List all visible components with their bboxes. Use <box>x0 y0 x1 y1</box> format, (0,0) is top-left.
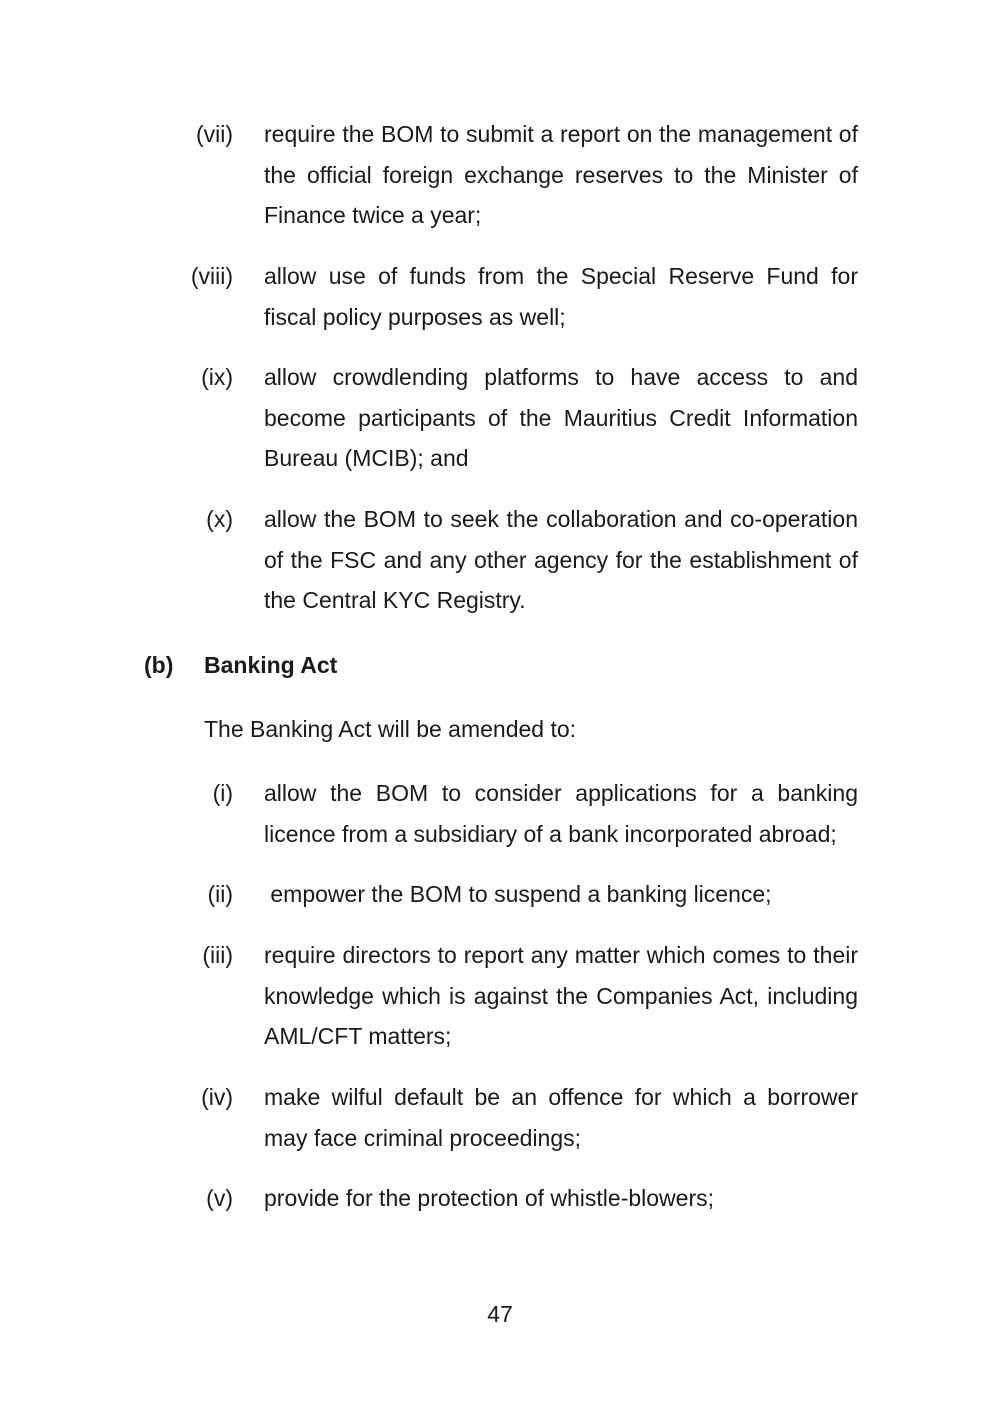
item-text: provide for the protection of whistle-blowers; <box>264 1185 714 1211</box>
item-number: (v) <box>206 1185 233 1211</box>
section-intro: The Banking Act will be amended to: <box>204 716 577 742</box>
item-number: (ii) <box>207 881 233 907</box>
item-number: (iv) <box>201 1084 233 1110</box>
item-text: allow crowdlending platforms to have access to and become participants of the Mauritius Credit Information Bureau (MCIB); and <box>264 364 858 471</box>
item-text: allow the BOM to consider applications for a banking licence from a subsidiary of a bank incorporated abroad; <box>264 780 858 847</box>
item-text: make wilful default be an offence for which a borrower may face criminal proceedings; <box>264 1084 858 1151</box>
item-number: (iii) <box>202 942 233 968</box>
page-number: 47 <box>487 1301 513 1327</box>
item-number: (viii) <box>190 263 233 289</box>
item-number: (i) <box>212 780 233 806</box>
item-text: allow use of funds from the Special Reserve Fund for fiscal policy purposes as well; <box>264 263 858 330</box>
section-title: Banking Act <box>204 652 338 678</box>
item-text: require directors to report any matter which comes to their knowledge which is against the Companies Act, including AML/CFT matters; <box>264 942 858 1049</box>
item-text: require the BOM to submit a report on the management of the official foreign exchange reserves to the Minister of Finance twice a year; <box>264 121 858 228</box>
section-label: (b) <box>144 652 174 678</box>
item-number: (ix) <box>201 364 233 390</box>
item-text: empower the BOM to suspend a banking licence; <box>264 881 772 907</box>
item-number: (x) <box>206 506 233 532</box>
section-heading <box>144 645 337 686</box>
item-number: (vii) <box>195 121 233 147</box>
item-text: allow the BOM to seek the collaboration and co-operation of the FSC and any other agency for the establishment of the Central KYC Registry. <box>264 506 858 613</box>
